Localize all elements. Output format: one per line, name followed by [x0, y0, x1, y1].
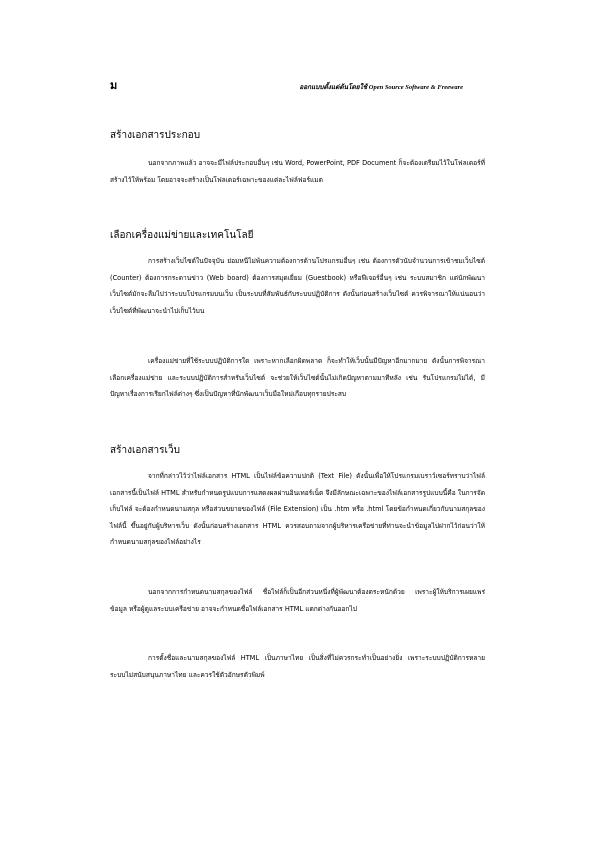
paragraph: นอกจากการกำหนดนามสกุลของไฟล์ ชื่อไฟล์ก็เป็นอีกส่วนหนึ่งที่ผู้พัฒนาต้องตระหนักด้วย เพราะผู้ให้บริการเผยแพร่ข้อมูล หรือผู้ดูแลระบบเครือข่าย อาจจะกำหนดชื่อไฟล์เอกสาร HTML แตกต่างกันออกไป [110, 588, 485, 613]
paragraph: นอกจากภาพแล้ว อาจจะมีไฟล์ประกอบอื่นๆ เช่น Word, PowerPoint, PDF Document ก็จะต้องเตรียมไว้ในโฟลเดอร์ที่สร้างไว้ให้พร้อม โดยอาจจะสร้างเป็นโฟลเดอร์เฉพาะของแต่ละไฟล์ฟอร์แมต [110, 159, 485, 184]
page-number: ม [110, 80, 118, 92]
paragraph: จากที่กล่าวไว้ว่าไฟล์เอกสาร HTML เป็นไฟล์ข้อความปกติ (Text File) ดังนั้นเพื่อให้โปรแกรมเบราว์เซอร์ทราบว่าไฟล์เอกสารนี้เป็นไฟล์ HTML สำหรับกำหนดรูปแบบการแสดงผลผ่านอินเทอร์เน็ต จึงมีลักษณะเฉพาะของไฟล์เอกสารรูปแบบนี้คือ ในการจัดเก็บไฟล์ จะต้องกำหนดนามสกุล หรือส่วนขยายของไฟล์ (File Extension) เป็น .htm หรือ .html โดยข้อกำหนดเกี่ยวกับนามสกุลของไฟล์นี้ ขึ้นอยู่กับผู้บริหารเว็บ ดังนั้นก่อนสร้างเอกสาร HTML ควรสอบถามจากผู้บริหารเครือข่ายที่ท่านจะนำข้อมูลไปฝากไว้ก่อนว่าให้กำหนดนามสกุลของไฟล์อย่างไร [110, 472, 485, 547]
paragraph: การตั้งชื่อและนามสกุลของไฟล์ HTML เป็นภาษาไทย เป็นสิ่งที่ไม่ควรกระทำเป็นอย่างยิ่ง เพราะระบบปฏิบัติการหลายระบบไม่สนับสนุนภาษาไทย และควรใช้ตัวอักษรตัวพิมพ์ [110, 654, 485, 679]
section-heading: สร้างเอกสารเว็บ [110, 445, 180, 456]
section-heading: สร้างเอกสารประกอบ [110, 130, 201, 141]
paragraph: เครื่องแม่ข่ายที่ใช้ระบบปฏิบัติการใด เพราะหากเลือกผิดพลาด ก็จะทำให้เว็บนั้นมีปัญหาอีกมากมาย ดังนั้นการพิจารณาเลือกเครื่องแม่ข่าย และระบบปฏิบัติการสำหรับเว็บไซต์ จะช่วยให้เว็บไซต์นั้นไม่เกิดปัญหาตามมาทีหลัง เช่น รันโปรแกรมไม่ได้, มีปัญหาเรื่องการเรียกไฟล์ต่างๆ ซึ่งเป็นปัญหาที่นักพัฒนาเว็บมือใหม่เกือบทุกรายประสบ [110, 357, 485, 399]
running-header: ออกแบบตั้งแต่ต้นโดยใช้ Open Source Software & Freeware [299, 84, 463, 91]
paragraph: การสร้างเว็บไซต์ในปัจจุบัน ย่อมหนีไม่พ้นความต้องการด้านโปรแกรมอื่นๆ เช่น ต้องการตัวนับจำนวนการเข้าชมเว็บไซต์ (Counter) ต้องการกระดานข่าว (Web board) ต้องการสมุดเยี่ยม (Guestbook) หรือฟีเจอร์อื่นๆ เช่น ระบบสมาชิก แต่นักพัฒนาเว็บไซต์มักจะลืมไปว่าระบบโปรแกรมบนเว็บ เป็นระบบที่สัมพันธ์กับระบบปฏิบัติการ ดังนั้นก่อนสร้างเว็บไซต์ ควรพิจารณาให้แน่นอนว่าเว็บไซต์ที่พัฒนาจะนำไปเก็บไว้บน [110, 257, 485, 315]
section-heading: เลือกเครื่องแม่ข่ายและเทคโนโลยี [110, 230, 254, 241]
